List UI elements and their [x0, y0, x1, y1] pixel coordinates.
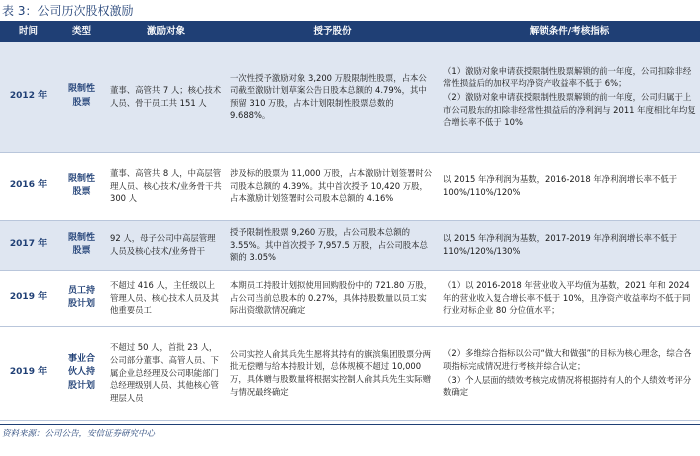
table-row	[0, 42, 700, 152]
row-target: 董事、高管共 7 人；核心技术人员、骨干员工共 151 人	[106, 42, 226, 152]
row-target: 不超过 50 人，首批 23 人，公司部分董事、高管人员、下属企业总经理及公司职能部门总经理级别人员、其他核心管理层人员	[106, 326, 226, 420]
row-shares: 一次性授予激励对象 3,200 万股限制性股票，占本公司截至激励计划草案公告日股本总额的 4.79%，其中预留 310 万股，占本计划限制性股票总数的 9.688%。	[226, 42, 439, 152]
row-year: 2019 年	[0, 270, 57, 326]
header-shares: 授予股份	[226, 22, 439, 42]
header-row	[0, 22, 700, 42]
condition-text: （2）激励对象申请获授限制性股票解锁的前一年度，公司归属于上市公司股东的扣除非经常性损益后的净利润与 2011 年度相比年均复合增长率不低于 10%	[443, 91, 696, 128]
row-type: 员工持股计划	[57, 270, 106, 326]
row-target: 不超过 416 人，主任级以上管理人员、核心技术人员及其他重要员工	[106, 270, 226, 326]
table-row	[0, 270, 700, 326]
table-row	[0, 220, 700, 270]
row-conditions	[439, 152, 700, 220]
row-year: 2012 年	[0, 42, 57, 152]
header-time: 时间	[0, 22, 57, 42]
condition-text: （3）个人层面的绩效考核完成情况将根据持有人的个人绩效考评分数确定	[443, 374, 692, 398]
condition-text: （1）激励对象申请获授限制性股票解锁的前一年度，公司扣除非经常性损益后的加权平均净资产收益率不低于 6%；	[443, 65, 692, 89]
condition-text: 以 2015 年净利润为基数，2017-2019 年净利润增长率不低于 110%/120%/130%	[443, 233, 678, 256]
condition-text: 以 2015 年净利润为基数，2016-2018 年净利润增长率不低于 100%/110%/120%	[443, 174, 678, 197]
header-conditions: 解锁条件/考核指标	[439, 22, 700, 42]
row-conditions	[439, 220, 700, 270]
row-shares: 授予限制性股票 9,260 万股，占公司股本总额的 3.55%。其中首次授予 7,957.5 万股，占公司股本总额的 3.05%	[226, 220, 439, 270]
row-shares: 涉及标的股票为 11,000 万股，占本激励计划签署时公司股本总额的 4.39%。其中首次授予 10,420 万股，占本激励计划签署时公司股本总额的 4.16%	[226, 152, 439, 220]
row-year: 2019 年	[0, 326, 57, 420]
table-row	[0, 152, 700, 220]
row-target: 董事、高管共 8 人，中高层管理人员、核心技术/业务骨干共 300 人	[106, 152, 226, 220]
row-type: 限制性股票	[57, 152, 106, 220]
row-type: 限制性股票	[57, 220, 106, 270]
row-conditions	[439, 270, 700, 326]
row-type: 限制性股票	[57, 42, 106, 152]
table-caption: 表 3：公司历次股权激励	[0, 0, 700, 22]
incentive-table	[0, 22, 700, 421]
row-conditions	[439, 42, 700, 152]
header-type: 类型	[57, 22, 106, 42]
row-shares: 本期员工持股计划拟使用回购股份中的 721.80 万股，占公司当前总股本的 0.27%，具体持股数量以员工实际出资缴款情况确定	[226, 270, 439, 326]
row-year: 2017 年	[0, 220, 57, 270]
row-type: 事业合伙人持股计划	[57, 326, 106, 420]
header-target: 激励对象	[106, 22, 226, 42]
table-row	[0, 326, 700, 420]
condition-text: （1）以 2016-2018 年营业收入平均值为基数，2021 年和 2024 年的营业收入复合增长率不低于 10%，且净资产收益率均不低于同行业对标企业 80 分位值水平；	[443, 280, 691, 316]
row-target: 92 人，母子公司中高层管理人员及核心技术/业务骨干	[106, 220, 226, 270]
condition-text: （2）多维综合指标以公司“做大和做强”的目标为核心理念，综合各项指标完成情况进行考核并综合认定；	[443, 348, 692, 371]
row-shares: 公司实控人俞其兵先生愿将其持有的旗滨集团股票分两批无偿赠与给本持股计划，总体规模不超过 10,000 万，具体赠与股数量将根据实控制人俞其兵先生实际赠与情况最终确定	[226, 326, 439, 420]
row-conditions	[439, 326, 700, 420]
source-note: 资料来源：公司公告，安信证券研究中心	[0, 424, 700, 439]
row-year: 2016 年	[0, 152, 57, 220]
